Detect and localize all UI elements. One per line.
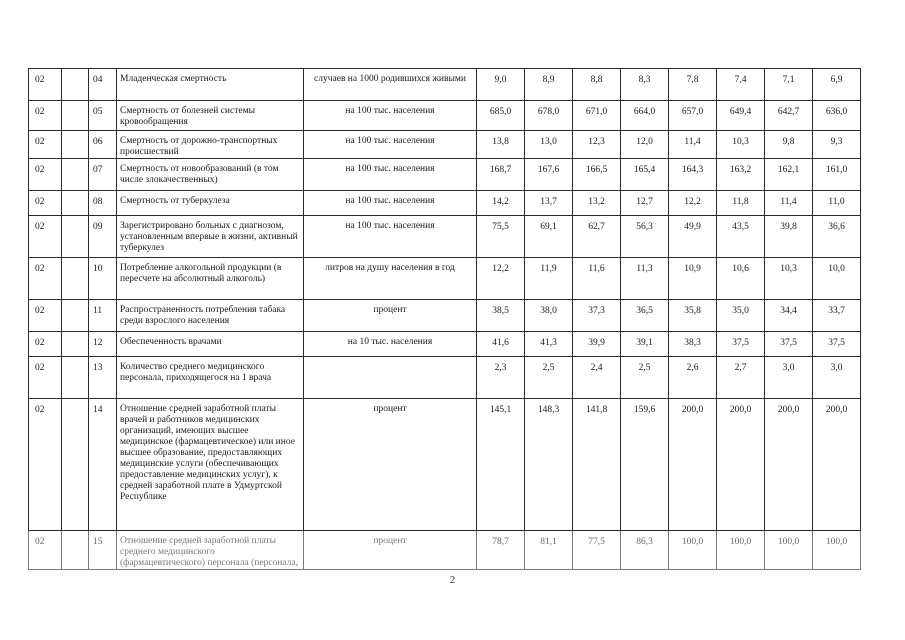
value-cell: 35,8 (669, 300, 717, 332)
value-cell: 163,2 (717, 159, 765, 191)
value-cell: 168,7 (477, 159, 525, 191)
section-code-cell: 02 (29, 191, 62, 216)
value-cell: 671,0 (573, 101, 621, 131)
value-cell: 200,0 (765, 399, 813, 531)
section-code-cell: 02 (29, 399, 62, 531)
value-cell: 78,7 (477, 531, 525, 570)
value-cell: 13,8 (477, 131, 525, 159)
unit-cell: на 100 тыс. населения (304, 191, 477, 216)
value-cell: 164,3 (669, 159, 717, 191)
indicator-number-cell: 12 (89, 332, 117, 357)
empty-cell (62, 300, 89, 332)
indicator-number-cell: 06 (89, 131, 117, 159)
indicator-name-cell: Распространенность потребления табака среди взрослого населения (117, 300, 304, 332)
section-code-cell: 02 (29, 300, 62, 332)
value-cell: 12,2 (669, 191, 717, 216)
value-cell: 56,3 (621, 216, 669, 258)
value-cell: 200,0 (813, 399, 861, 531)
value-cell: 43,5 (717, 216, 765, 258)
value-cell: 11,4 (669, 131, 717, 159)
value-cell: 37,3 (573, 300, 621, 332)
value-cell: 62,7 (573, 216, 621, 258)
table-row (29, 159, 861, 191)
value-cell: 41,3 (525, 332, 573, 357)
indicator-number-cell: 07 (89, 159, 117, 191)
table-row (29, 357, 861, 399)
table-row (29, 216, 861, 258)
value-cell: 3,0 (765, 357, 813, 399)
indicators-table-container (28, 68, 860, 570)
value-cell: 2,7 (717, 357, 765, 399)
value-cell: 13,0 (525, 131, 573, 159)
table-row (29, 332, 861, 357)
empty-cell (62, 332, 89, 357)
indicator-number-cell: 04 (89, 69, 117, 101)
value-cell: 162,1 (765, 159, 813, 191)
section-code-cell: 02 (29, 357, 62, 399)
section-code-cell: 02 (29, 216, 62, 258)
section-code-cell: 02 (29, 101, 62, 131)
value-cell: 2,6 (669, 357, 717, 399)
empty-cell (62, 216, 89, 258)
value-cell: 2,4 (573, 357, 621, 399)
page-number: 2 (449, 574, 456, 586)
value-cell: 8,9 (525, 69, 573, 101)
unit-cell: на 100 тыс. населения (304, 159, 477, 191)
value-cell: 12,2 (477, 258, 525, 300)
value-cell: 100,0 (669, 531, 717, 570)
value-cell: 200,0 (717, 399, 765, 531)
indicator-name-cell: Потребление алкогольной продукции (в пересчете на абсолютный алкоголь) (117, 258, 304, 300)
value-cell: 11,8 (717, 191, 765, 216)
value-cell: 37,5 (765, 332, 813, 357)
value-cell: 200,0 (669, 399, 717, 531)
value-cell: 39,1 (621, 332, 669, 357)
value-cell: 9,0 (477, 69, 525, 101)
value-cell: 100,0 (717, 531, 765, 570)
indicator-number-cell: 14 (89, 399, 117, 531)
value-cell: 36,6 (813, 216, 861, 258)
value-cell: 39,8 (765, 216, 813, 258)
unit-cell: случаев на 1000 родившихся живыми (304, 69, 477, 101)
value-cell: 39,9 (573, 332, 621, 357)
value-cell: 649,4 (717, 101, 765, 131)
value-cell: 11,3 (621, 258, 669, 300)
value-cell: 12,7 (621, 191, 669, 216)
value-cell: 10,3 (765, 258, 813, 300)
value-cell: 159,6 (621, 399, 669, 531)
table-row (29, 300, 861, 332)
value-cell: 145,1 (477, 399, 525, 531)
value-cell: 38,3 (669, 332, 717, 357)
value-cell: 10,6 (717, 258, 765, 300)
value-cell: 11,6 (573, 258, 621, 300)
value-cell: 7,1 (765, 69, 813, 101)
value-cell: 161,0 (813, 159, 861, 191)
indicator-name-cell: Зарегистрировано больных с диагнозом, установленным впервые в жизни, активный туберкулез (117, 216, 304, 258)
indicator-name-cell: Смертность от туберкулеза (117, 191, 304, 216)
table-row (29, 69, 861, 101)
unit-cell: на 100 тыс. населения (304, 131, 477, 159)
value-cell: 100,0 (765, 531, 813, 570)
value-cell: 10,3 (717, 131, 765, 159)
table-body (29, 69, 861, 570)
value-cell: 12,0 (621, 131, 669, 159)
value-cell: 38,5 (477, 300, 525, 332)
value-cell: 685,0 (477, 101, 525, 131)
section-code-cell: 02 (29, 69, 62, 101)
indicators-table (28, 68, 861, 570)
value-cell: 75,5 (477, 216, 525, 258)
unit-cell: процент (304, 531, 477, 570)
empty-cell (62, 191, 89, 216)
value-cell: 35,0 (717, 300, 765, 332)
value-cell: 11,4 (765, 191, 813, 216)
empty-cell (62, 357, 89, 399)
empty-cell (62, 159, 89, 191)
unit-cell: на 100 тыс. населения (304, 101, 477, 131)
table-row (29, 191, 861, 216)
value-cell: 14,2 (477, 191, 525, 216)
table-row (29, 531, 861, 570)
unit-cell: на 10 тыс. населения (304, 332, 477, 357)
value-cell: 7,8 (669, 69, 717, 101)
value-cell: 37,5 (717, 332, 765, 357)
value-cell: 165,4 (621, 159, 669, 191)
value-cell: 49,9 (669, 216, 717, 258)
value-cell: 77,5 (573, 531, 621, 570)
value-cell: 664,0 (621, 101, 669, 131)
value-cell: 3,0 (813, 357, 861, 399)
value-cell: 678,0 (525, 101, 573, 131)
empty-cell (62, 131, 89, 159)
empty-cell (62, 258, 89, 300)
value-cell: 81,1 (525, 531, 573, 570)
empty-cell (62, 531, 89, 570)
indicator-number-cell: 05 (89, 101, 117, 131)
indicator-name-cell: Количество среднего медицинского персонала, приходящегося на 1 врача (117, 357, 304, 399)
value-cell: 38,0 (525, 300, 573, 332)
value-cell: 2,3 (477, 357, 525, 399)
value-cell: 9,3 (813, 131, 861, 159)
value-cell: 642,7 (765, 101, 813, 131)
section-code-cell: 02 (29, 531, 62, 570)
indicator-number-cell: 15 (89, 531, 117, 570)
value-cell: 8,3 (621, 69, 669, 101)
unit-cell: процент (304, 300, 477, 332)
indicator-number-cell: 10 (89, 258, 117, 300)
unit-cell: процент (304, 399, 477, 531)
value-cell: 100,0 (813, 531, 861, 570)
unit-cell: литров на душу населения в год (304, 258, 477, 300)
unit-cell: на 100 тыс. населения (304, 216, 477, 258)
value-cell: 41,6 (477, 332, 525, 357)
indicator-name-cell: Отношение средней заработной платы врачей и работников медицинских организаций, имеющих высшее медицинское (фармацевтическое) или иное высшее образование, предоставляющих медицинские услуги (обеспечивающих предоставление медицинских услуг), к средней заработной плате в Удмуртской Республике (117, 399, 304, 531)
table-row (29, 399, 861, 531)
value-cell: 37,5 (813, 332, 861, 357)
value-cell: 12,3 (573, 131, 621, 159)
indicator-number-cell: 08 (89, 191, 117, 216)
value-cell: 167,6 (525, 159, 573, 191)
value-cell: 141,8 (573, 399, 621, 531)
value-cell: 166,5 (573, 159, 621, 191)
value-cell: 36,5 (621, 300, 669, 332)
value-cell: 2,5 (621, 357, 669, 399)
value-cell: 6,9 (813, 69, 861, 101)
empty-cell (62, 399, 89, 531)
value-cell: 148,3 (525, 399, 573, 531)
value-cell: 86,3 (621, 531, 669, 570)
value-cell: 10,0 (813, 258, 861, 300)
empty-cell (62, 101, 89, 131)
table-row (29, 258, 861, 300)
table-row (29, 101, 861, 131)
table-row (29, 131, 861, 159)
value-cell: 34,4 (765, 300, 813, 332)
value-cell: 8,8 (573, 69, 621, 101)
empty-cell (62, 69, 89, 101)
value-cell: 13,7 (525, 191, 573, 216)
value-cell: 10,9 (669, 258, 717, 300)
indicator-name-cell: Обеспеченность врачами (117, 332, 304, 357)
indicator-number-cell: 11 (89, 300, 117, 332)
value-cell: 69,1 (525, 216, 573, 258)
indicator-name-cell: Смертность от болезней системы кровообращения (117, 101, 304, 131)
indicator-name-cell: Смертность от дорожно-транспортных происшествий (117, 131, 304, 159)
indicator-name-cell: Младенческая смертность (117, 69, 304, 101)
unit-cell (304, 357, 477, 399)
value-cell: 9,8 (765, 131, 813, 159)
indicator-name-cell: Отношение средней заработной платы среднего медицинского (фармацевтического) персонала (персонала, (117, 531, 304, 570)
value-cell: 11,0 (813, 191, 861, 216)
value-cell: 657,0 (669, 101, 717, 131)
indicator-number-cell: 09 (89, 216, 117, 258)
value-cell: 2,5 (525, 357, 573, 399)
section-code-cell: 02 (29, 131, 62, 159)
value-cell: 636,0 (813, 101, 861, 131)
section-code-cell: 02 (29, 159, 62, 191)
value-cell: 13,2 (573, 191, 621, 216)
indicator-number-cell: 13 (89, 357, 117, 399)
section-code-cell: 02 (29, 258, 62, 300)
value-cell: 11,9 (525, 258, 573, 300)
value-cell: 7,4 (717, 69, 765, 101)
value-cell: 33,7 (813, 300, 861, 332)
section-code-cell: 02 (29, 332, 62, 357)
indicator-name-cell: Смертность от новообразований (в том числе злокачественных) (117, 159, 304, 191)
